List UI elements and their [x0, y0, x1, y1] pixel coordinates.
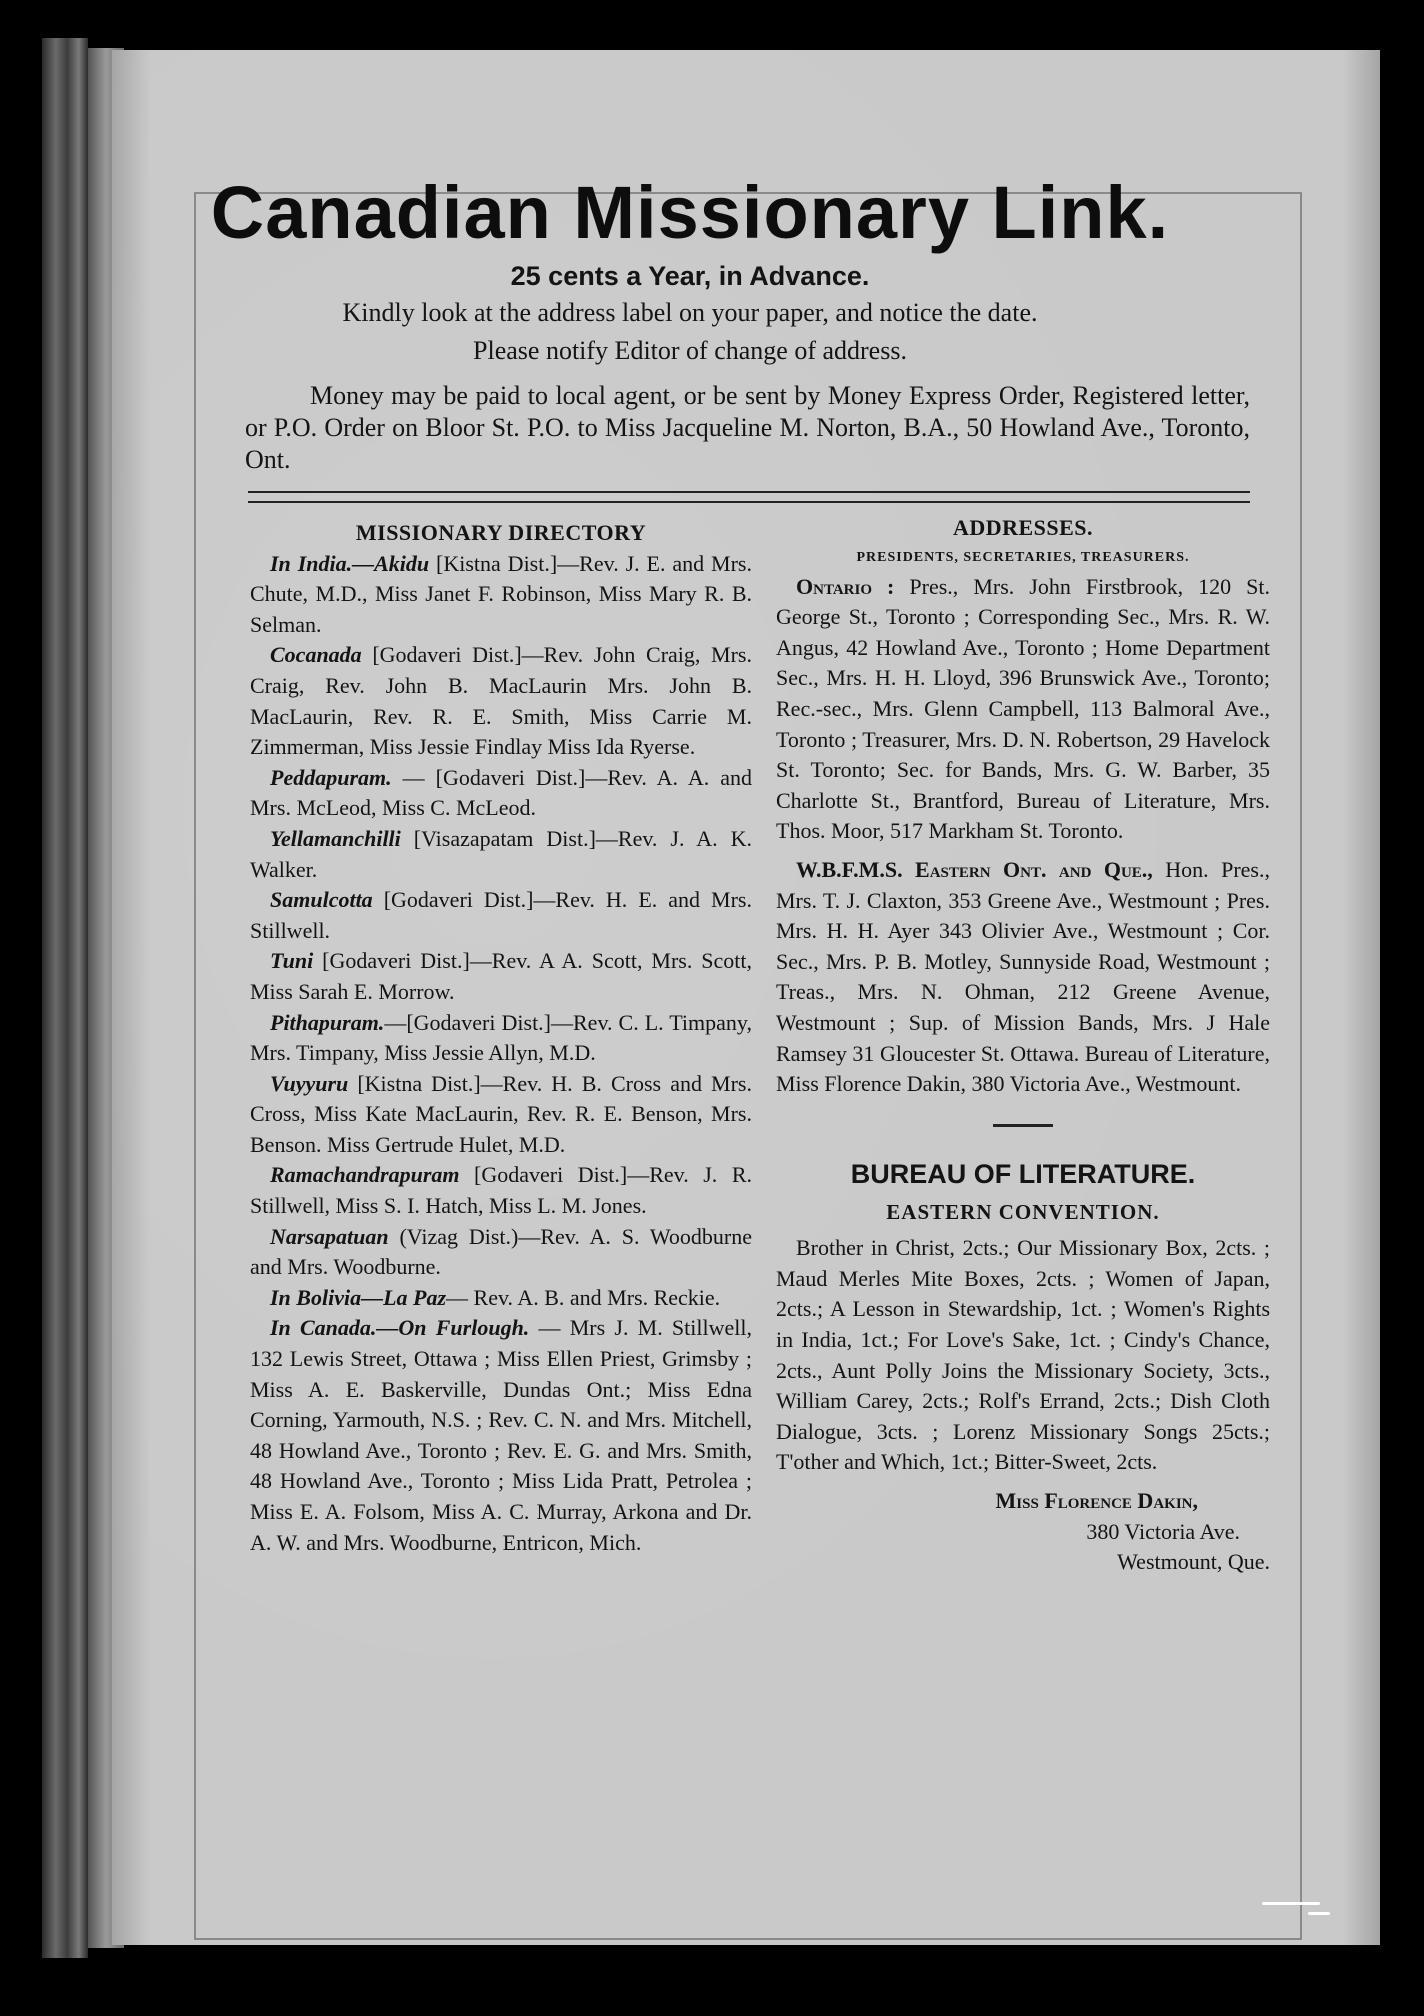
eastern-addresses [776, 855, 1270, 1100]
scan-speck [1308, 1912, 1330, 1915]
literature-list: Brother in Christ, 2cts.; Our Missionary Box, 2cts. ; Maud Merles Mite Boxes, 2cts. ; Women of Japan, 2cts.; A Lesson in Stewardship, 1ct. ; Women's Rights in India, 1ct.; For Love's Sake, 1ct. ; Cindy's Chance, 2cts., Aunt Polly Joins the Missionary Society, 3cts., William Carey, 2cts.; Rolf's Errand, 2cts.; Dish Cloth Dialogue, 3cts. ; Lorenz Missionary Songs 25cts.; T'other and Which, 1ct.; Bitter-Sweet, 2cts. [776, 1235, 1270, 1475]
subscription-price: 25 cents a Year, in Advance. [510, 261, 870, 291]
station-name: Pithapuram. [270, 1009, 385, 1035]
station-staff: [Kistna Dist.]—Rev. J. E. and Mrs. Chute, M.D., Miss Janet F. Robinson, Miss Mary R. B. Selman. [250, 550, 752, 637]
scan-speck [1262, 1902, 1320, 1905]
addresses-heading: ADDRESSES. [952, 515, 1094, 540]
directory-entry [250, 946, 752, 1007]
station-staff: [Godaveri Dist.]—Rev. H. E. and Mrs. Stillwell. [250, 887, 752, 943]
directory-entry [250, 1160, 752, 1221]
directory-entry [250, 1313, 752, 1558]
station-staff: —[Godaveri Dist.]—Rev. C. L. Timpany, Mrs. Timpany, Miss Jessie Allyn, M.D. [250, 1009, 752, 1066]
directory-entry [250, 885, 752, 946]
missionary-directory [250, 518, 752, 1558]
directory-entry [250, 824, 752, 885]
directory-entry [250, 1283, 752, 1314]
station-name: In India.—Akidu [270, 550, 430, 576]
station-name: Peddapuram. [270, 764, 392, 790]
eastern-label: W.B.F.M.S. Eastern Ont. and Que., [796, 856, 1153, 882]
station-staff: — [Godaveri Dist.]—Rev. A. A. and Mrs. McLeod, Miss C. McLeod. [250, 764, 752, 821]
signature-street: 380 Victoria Ave. [1086, 1518, 1240, 1544]
station-name: Tuni [270, 948, 314, 974]
masthead-rule-bottom [248, 501, 1250, 503]
station-name: Samulcotta [270, 887, 373, 913]
station-name: Narsapatuan [270, 1223, 389, 1249]
address-label-notice: Kindly look at the address label on your paper, and notice the date. [342, 298, 1038, 327]
station-name: Cocanada [270, 642, 362, 668]
directory-heading: MISSIONARY DIRECTORY [355, 520, 647, 545]
directory-entry [250, 763, 752, 824]
station-staff: [Godaveri Dist.]—Rev. J. R. Stillwell, Miss S. I. Hatch, Miss L. M. Jones. [250, 1162, 752, 1219]
directory-entry [250, 1069, 752, 1161]
station-name: Yellamanchilli [270, 825, 401, 851]
change-of-address-notice: Please notify Editor of change of address. [473, 336, 907, 365]
station-staff: [Godaveri Dist.]—Rev. A A. Scott, Mrs. Scott, Miss Sarah E. Morrow. [250, 948, 752, 1004]
ontario-addresses [776, 572, 1270, 847]
station-staff: — Mrs J. M. Stillwell, 132 Lewis Street, Ottawa ; Miss Ellen Priest, Grimsby ; Miss A. E. Baskerville, Dundas Ont.; Miss Edna Corning, Yarmouth, N.S. ; Rev. C. N. and Mrs. Mitchell, 48 Howland Ave., Toronto ; Rev. E. G. and Mrs. Smith, 48 Howland Ave., Toronto ; Miss Lida Pratt, Petrolea ; Miss E. A. Folsom, Miss A. C. Murray, Arkona and Dr. A. W. and Mrs. Woodburne, Entricon, Mich. [250, 1315, 752, 1555]
directory-entry [250, 640, 752, 762]
masthead-rule-top [248, 491, 1250, 493]
station-staff: [Visazapatam Dist.]—Rev. J. A. K. Walker. [250, 825, 752, 882]
station-staff: [Kistna Dist.]—Rev. H. B. Cross and Mrs. Cross, Miss Kate MacLaurin, Rev. R. E. Benson, Mrs. Benson. Miss Gertrude Hulet, M.D. [250, 1070, 752, 1157]
directory-entry [250, 1222, 752, 1283]
directory-entry [250, 1008, 752, 1069]
station-name: Ramachandrapuram [270, 1162, 460, 1188]
page-stack-edge [42, 38, 88, 1958]
station-staff: (Vizag Dist.)—Rev. A. S. Woodburne and Mrs. Woodburne. [250, 1223, 752, 1280]
station-staff: [Godaveri Dist.]—Rev. John Craig, Mrs. Craig, Rev. John B. MacLaurin Mrs. John B. MacLaurin, Rev. R. E. Smith, Miss Carrie M. Zimmerman, Miss Jessie Findlay Miss Ida Ryerse. [250, 642, 752, 760]
bureau-heading: BUREAU OF LITERATURE. [850, 1158, 1196, 1189]
addresses-subheading: PRESIDENTS, SECRETARIES, TREASURERS. [856, 549, 1190, 565]
addresses-column [776, 513, 1270, 1578]
signature-name: Miss Florence Dakin, [995, 1488, 1198, 1514]
section-divider [993, 1124, 1053, 1127]
station-name: In Canada.—On Furlough. [270, 1315, 530, 1341]
ontario-label: Ontario : [796, 573, 895, 599]
spacer [776, 847, 1270, 855]
convention-heading: EASTERN CONVENTION. [886, 1199, 1160, 1224]
station-name: Vuyyuru [270, 1070, 349, 1096]
station-name: In Bolivia—La Paz [270, 1284, 447, 1310]
signature-city: Westmount, Que. [1117, 1549, 1270, 1575]
ontario-officers: Pres., Mrs. John Firstbrook, 120 St. George St., Toronto ; Corresponding Sec., Mrs. R. W. Angus, 42 Howland Ave., Toronto ; Home Department Sec., Mrs. H. H. Lloyd, 396 Brunswick Ave., Toronto; Rec.-sec., Mrs. Glenn Campbell, 113 Balmoral Ave., Toronto ; Treasurer, Mrs. D. N. Robertson, 29 Havelock St. Toronto; Sec. for Bands, Mrs. G. W. Barber, 35 Charlotte St., Brantford, Bureau of Literature, Mrs. Thos. Moor, 517 Markham St. Toronto. [776, 573, 1270, 844]
eastern-officers: Hon. Pres., Mrs. T. J. Claxton, 353 Greene Ave., Westmount ; Pres. Mrs. H. H. Ayer 343 Olivier Ave., Westmount ; Cor. Sec., Mrs. P. B. Motley, Sunnyside Road, Westmount ; Treas., Mrs. N. Ohman, 212 Greene Avenue, Westmount ; Sup. of Mission Bands, Mrs. J Hale Ramsey 31 Gloucester St. Ottawa. Bureau of Literature, Miss Florence Dakin, 380 Victoria Ave., Westmount. [776, 856, 1270, 1097]
publication-title: Canadian Missionary Link. [210, 171, 1170, 254]
directory-entry [250, 549, 752, 641]
station-staff: — Rev. A. B. and Mrs. Reckie. [446, 1284, 721, 1310]
masthead [130, 170, 1250, 370]
payment-instructions: Money may be paid to local agent, or be sent by Money Express Order, Registered letter, or P.O. Order on Bloor St. P.O. to Miss Jacqueline M. Norton, B.A., 50 Howland Ave., Toronto, Ont. [245, 381, 1250, 474]
